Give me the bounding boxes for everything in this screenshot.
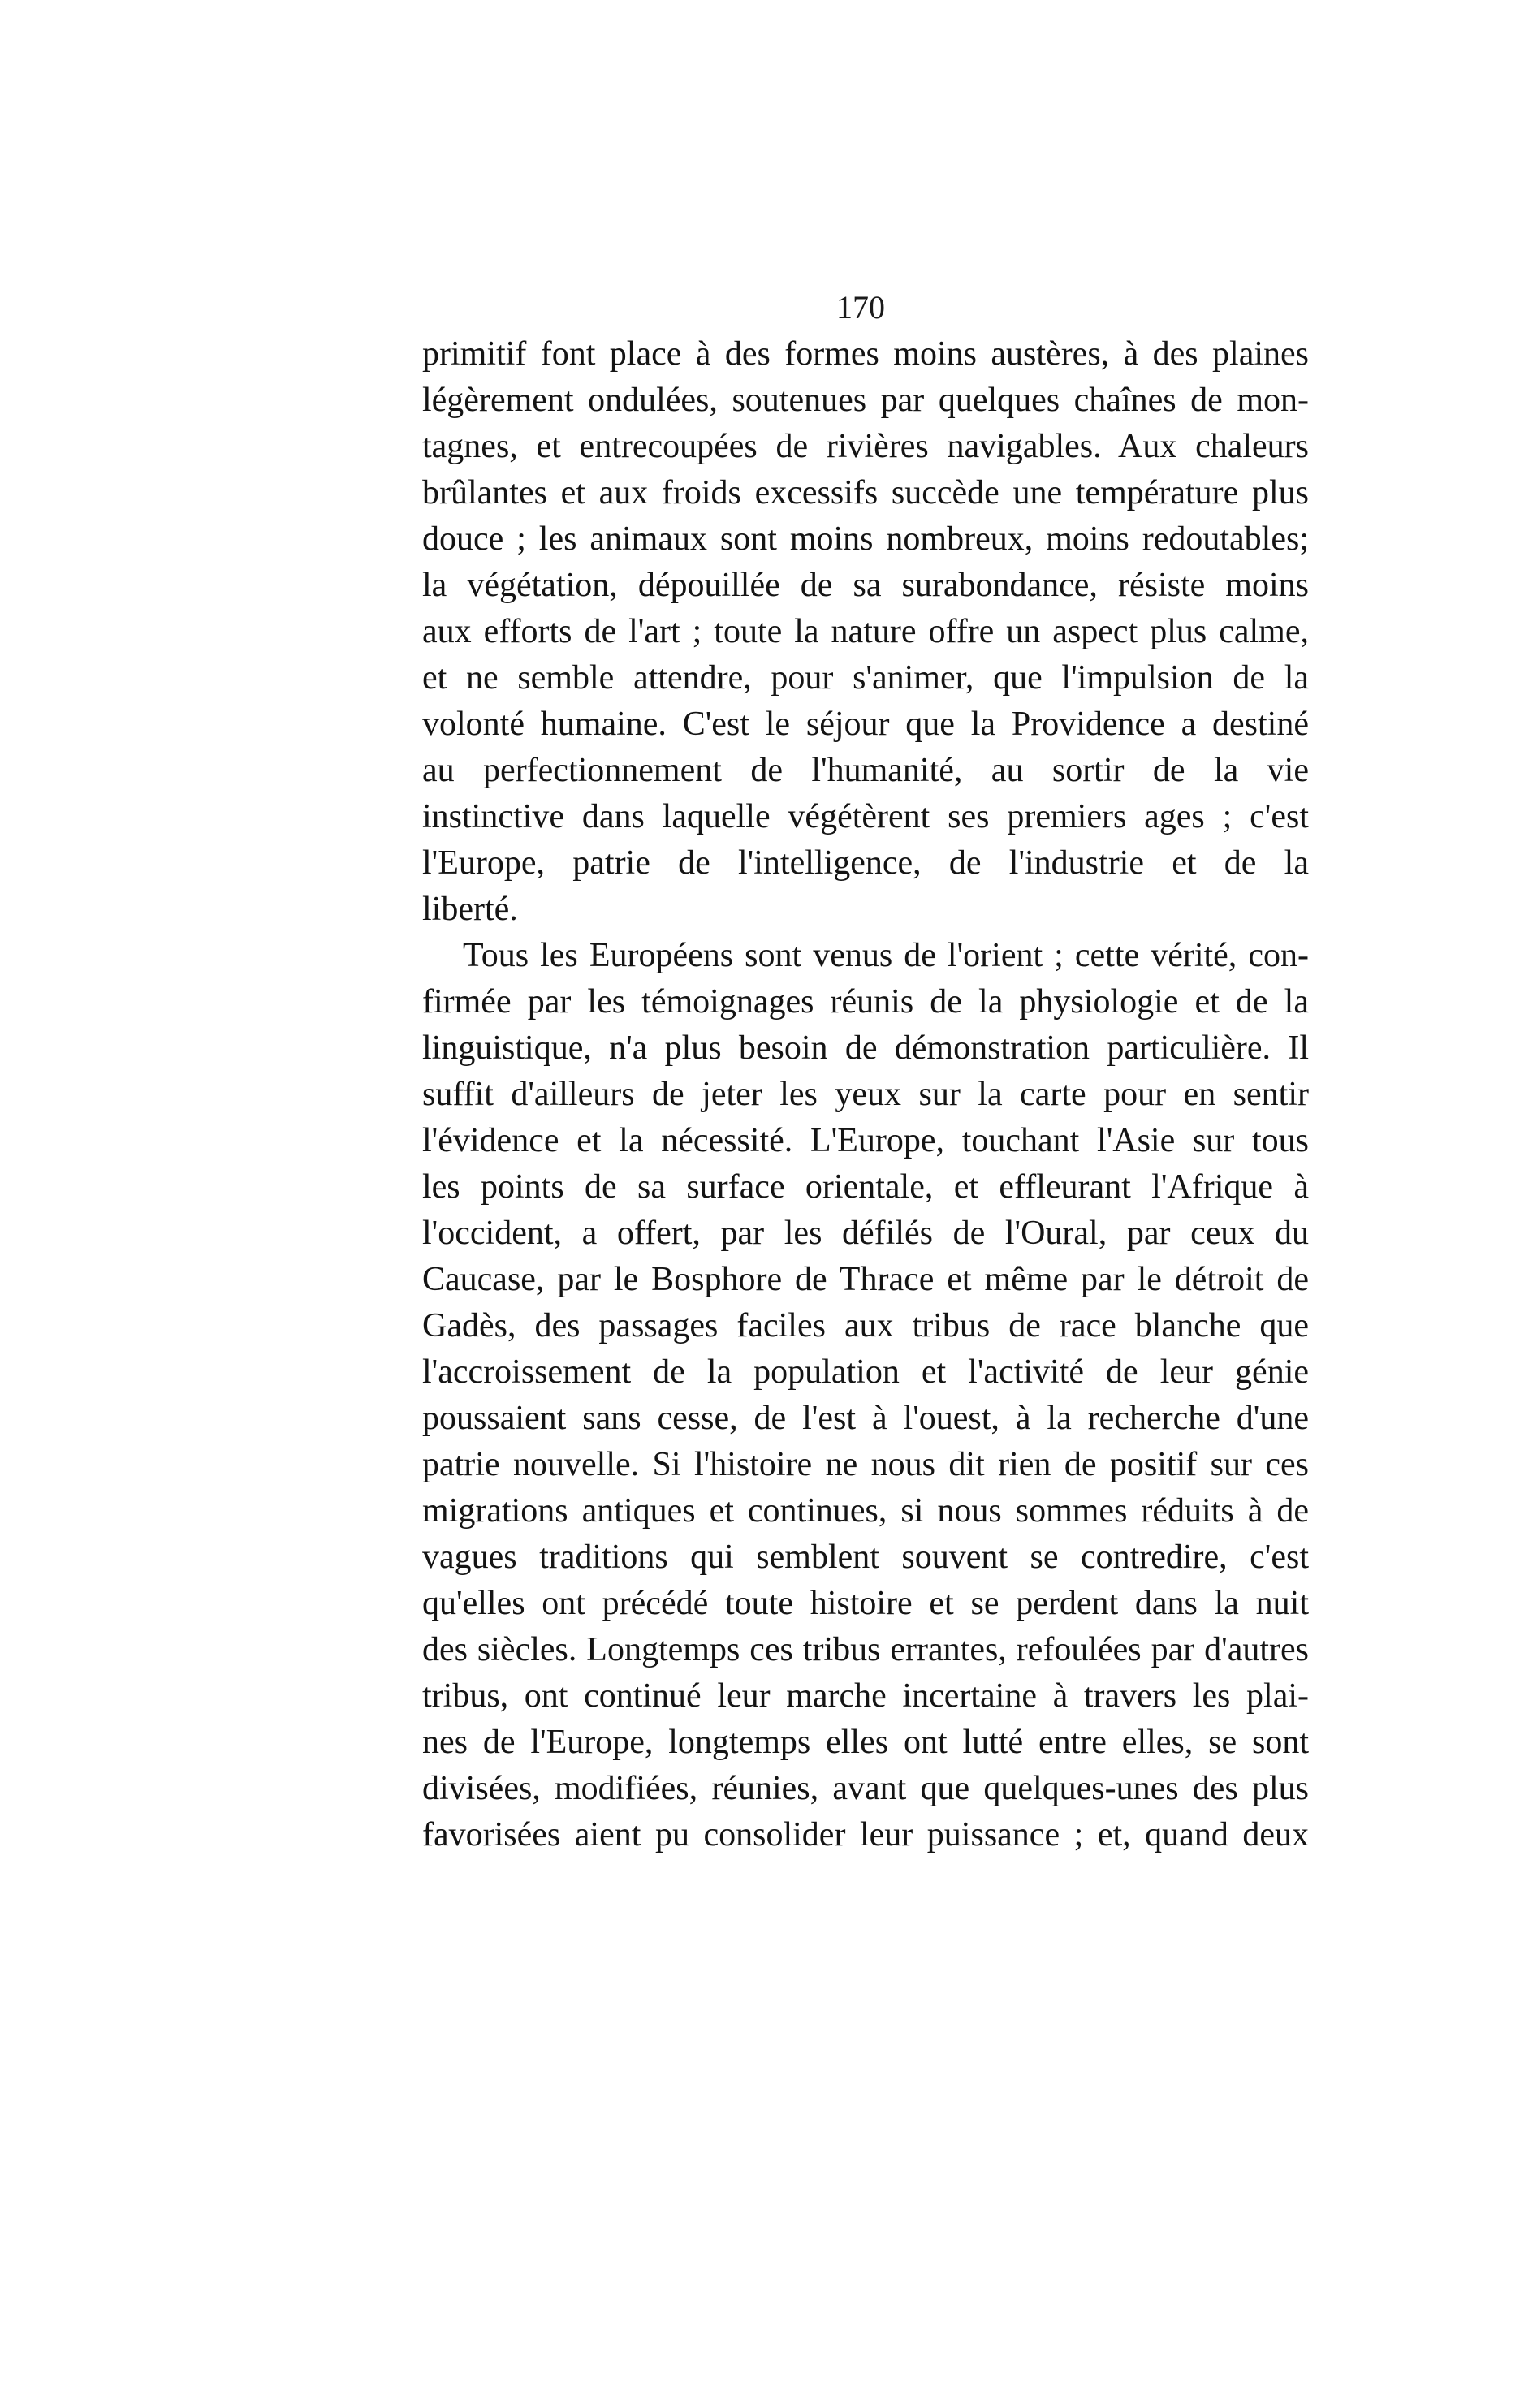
text-line: suffit d'ailleurs de jeter les yeux sur la carte pour en sentir xyxy=(422,1076,1309,1113)
text-line: l'évidence et la nécessité. L'Europe, touchant l'Asie sur tous xyxy=(422,1122,1309,1159)
text-line: brûlantes et aux froids excessifs succède une température plus xyxy=(422,474,1309,511)
text-line: aux efforts de l'art ; toute la nature offre un aspect plus calme, xyxy=(422,613,1309,650)
text-line: Tous les Européens sont venus de l'orient ; cette vérité, con- xyxy=(463,937,1309,974)
text-line: qu'elles ont précédé toute histoire et se perdent dans la nuit xyxy=(422,1585,1309,1622)
text-line: tribus, ont continué leur marche incertaine à travers les plai- xyxy=(422,1677,1309,1715)
text-line: et ne semble attendre, pour s'animer, que l'impulsion de la xyxy=(422,659,1309,697)
text-line: linguistique, n'a plus besoin de démonstration particulière. Il xyxy=(422,1029,1309,1067)
text-line: l'Europe, patrie de l'intelligence, de l'industrie et de la xyxy=(422,844,1309,882)
text-line: Gadès, des passages faciles aux tribus de race blanche que xyxy=(422,1307,1309,1344)
page-number: 170 xyxy=(836,289,885,326)
text-line: tagnes, et entrecoupées de rivières navigables. Aux chaleurs xyxy=(422,428,1309,465)
text-line: légèrement ondulées, soutenues par quelques chaînes de mon- xyxy=(422,382,1309,419)
text-line: firmée par les témoignages réunis de la physiologie et de la xyxy=(422,983,1309,1021)
text-line: la végétation, dépouillée de sa surabondance, résiste moins xyxy=(422,567,1309,604)
text-line: vagues traditions qui semblent souvent se contredire, c'est xyxy=(422,1538,1309,1576)
text-line: migrations antiques et continues, si nous sommes réduits à de xyxy=(422,1492,1309,1530)
text-line: l'occident, a offert, par les défilés de l'Oural, par ceux du xyxy=(422,1215,1309,1252)
body-text xyxy=(422,331,1309,1858)
text-line: Caucase, par le Bosphore de Thrace et même par le détroit de xyxy=(422,1261,1309,1298)
text-line: liberté. xyxy=(422,891,518,928)
text-line: instinctive dans laquelle végétèrent ses premiers ages ; c'est xyxy=(422,798,1309,835)
text-line: au perfectionnement de l'humanité, au sortir de la vie xyxy=(422,752,1309,789)
text-line: poussaient sans cesse, de l'est à l'ouest, à la recherche d'une xyxy=(422,1400,1309,1437)
text-line: primitif font place à des formes moins austères, à des plaines xyxy=(422,335,1309,373)
text-line: volonté humaine. C'est le séjour que la Providence a destiné xyxy=(422,706,1309,743)
paragraph-2 xyxy=(422,933,1309,1858)
text-line: nes de l'Europe, longtemps elles ont lutté entre elles, se sont xyxy=(422,1724,1309,1761)
text-line: les points de sa surface orientale, et effleurant l'Afrique à xyxy=(422,1168,1309,1206)
text-line: patrie nouvelle. Si l'histoire ne nous dit rien de positif sur ces xyxy=(422,1446,1309,1483)
text-line: l'accroissement de la population et l'activité de leur génie xyxy=(422,1353,1309,1391)
text-line: douce ; les animaux sont moins nombreux, moins redoutables; xyxy=(422,520,1309,558)
text-line: favorisées aient pu consolider leur puissance ; et, quand deux xyxy=(422,1816,1309,1853)
text-line: des siècles. Longtemps ces tribus errantes, refoulées par d'autres xyxy=(422,1631,1309,1668)
text-line: divisées, modifiées, réunies, avant que quelques-unes des plus xyxy=(422,1770,1309,1807)
paragraph-1 xyxy=(422,331,1309,933)
